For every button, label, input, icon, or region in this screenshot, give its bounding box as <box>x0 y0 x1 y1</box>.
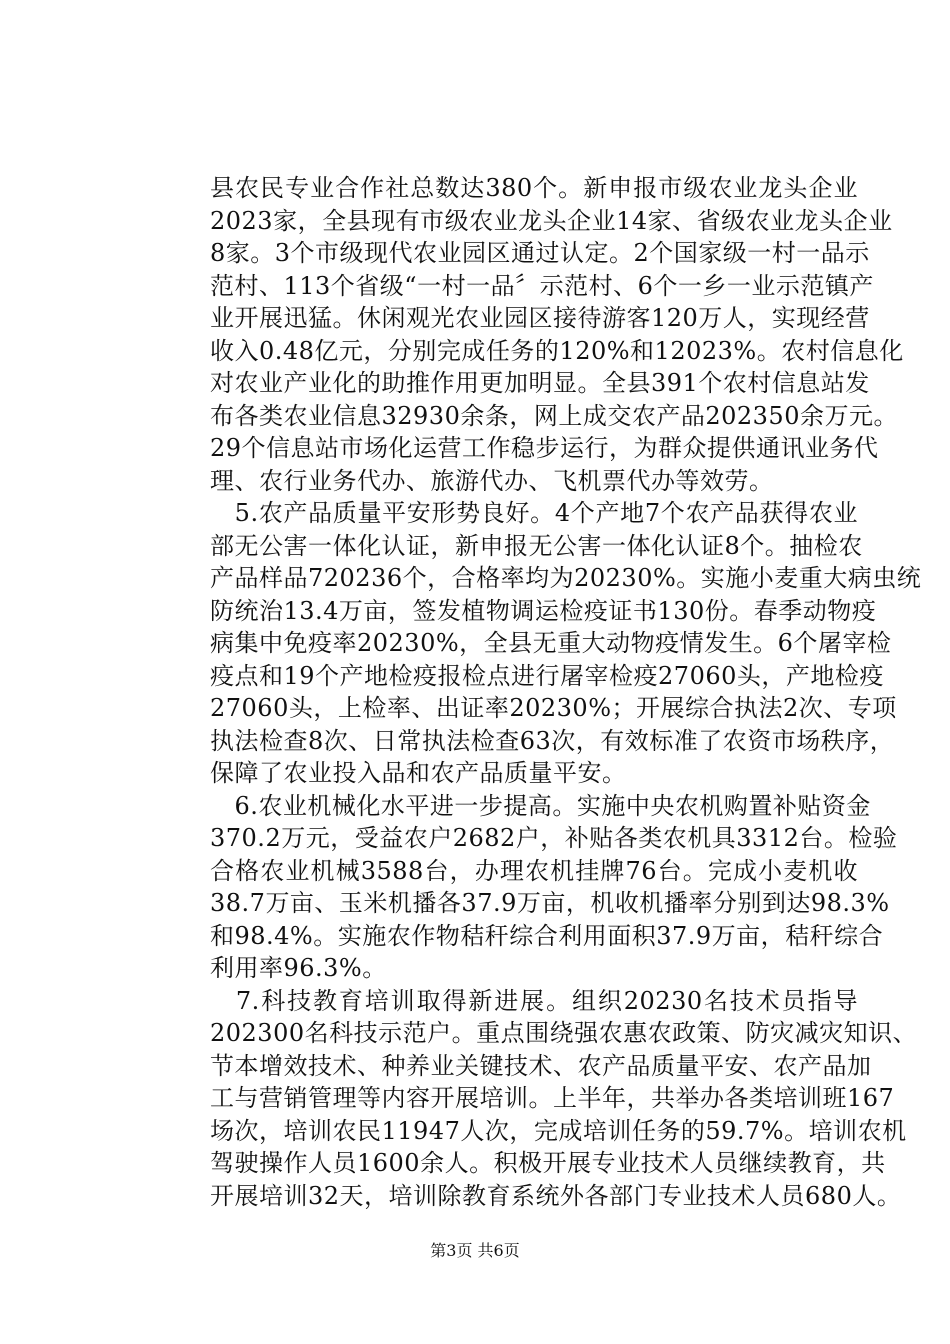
document-body <box>210 172 922 1212</box>
text-line: 工与营销管理等内容开展培训。上半年，共举办各类培训班167 <box>210 1084 895 1112</box>
text-line: 节本增效技术、种养业关键技术、农产品质量平安、农产品加 <box>210 1051 872 1080</box>
text-line: 范村、113个省级“一村一品〞示范村、6个一乡一业示范镇产 <box>210 271 874 300</box>
text-line: 病集中免疫率20230%，全县无重大动物疫情发生。6个屠宰检 <box>210 629 892 657</box>
text-line: 和98.4%。实施农作物秸秆综合利用面积37.9万亩，秸秆综合 <box>210 921 884 950</box>
page-number-footer: 第3页 共6页 <box>430 1241 520 1260</box>
text-line: 开展培训32天，培训除教育系统外各部门专业技术人员680人。 <box>210 1181 902 1210</box>
text-line: 执法检查8次、日常执法检查63次，有效标准了农资市场秩序， <box>210 726 895 755</box>
text-line: 防统治13.4万亩，签发植物调运检疫证书130份。春季动物疫 <box>210 596 877 625</box>
text-line: 2023家，全县现有市级农业龙头企业14家、省级农业龙头企业 <box>210 206 893 235</box>
text-line: 利用率96.3%。 <box>210 954 387 982</box>
text-line: 29个信息站市场化运营工作稳步运行，为群众提供通讯业务代 <box>210 434 879 462</box>
text-line: 理、农行业务代办、旅游代办、飞机票代办等效劳。 <box>210 466 774 495</box>
text-line: 8家。3个市级现代农业园区通过认定。2个国家级一村一品示 <box>210 239 870 267</box>
text-line: 收入0.48亿元，分别完成任务的120%和12023%。农村信息化 <box>210 336 904 365</box>
text-line: 县农民专业合作社总数达380个。新申报市级农业龙头企业 <box>210 174 858 202</box>
text-line: 驾驶操作人员1600余人。积极开展专业技术人员继续教育，共 <box>210 1149 886 1177</box>
text-line: 合格农业机械3588台，办理农机挂牌76台。完成小麦机收 <box>210 856 858 885</box>
paragraph-start-line: 6.农业机械化水平进一步提高。实施中央农机购置补贴资金 <box>210 791 871 820</box>
text-line: 产品样品720236个，合格率均为20230%。实施小麦重大病虫统 <box>210 564 922 592</box>
text-line: 38.7万亩、玉米机播各37.9万亩，机收机播率分别到达98.3% <box>210 889 890 917</box>
text-line: 27060头，上检率、出证率20230%；开展综合执法2次、专项 <box>210 694 897 722</box>
text-line: 业开展迅猛。休闲观光农业园区接待游客120万人，实现经营 <box>210 304 870 332</box>
text-line: 370.2万元，受益农户2682户，补贴各类农机具3312台。检验 <box>210 824 898 852</box>
paragraph-start-line: 7.科技教育培训取得新进展。组织20230名技术员指导 <box>210 986 858 1015</box>
text-line: 布各类农业信息32930余条，网上成交农产品202350余万元。 <box>210 401 898 430</box>
text-line: 场次，培训农民11947人次，完成培训任务的59.7%。培训农机 <box>210 1116 907 1145</box>
text-line: 对农业产业化的助推作用更加明显。全县391个农村信息站发 <box>210 369 870 397</box>
text-line: 疫点和19个产地检疫报检点进行屠宰检疫27060头，产地检疫 <box>210 661 884 690</box>
text-line: 保障了农业投入品和农产品质量平安。 <box>210 759 627 787</box>
text-line: 部无公害一体化认证，新申报无公害一体化认证8个。抽检农 <box>210 531 863 560</box>
text-line: 202300名科技示范户。重点围绕强农惠农政策、防灾减灾知识、 <box>210 1019 918 1047</box>
paragraph-start-line: 5.农产品质量平安形势良好。4个产地7个农产品获得农业 <box>210 499 858 527</box>
